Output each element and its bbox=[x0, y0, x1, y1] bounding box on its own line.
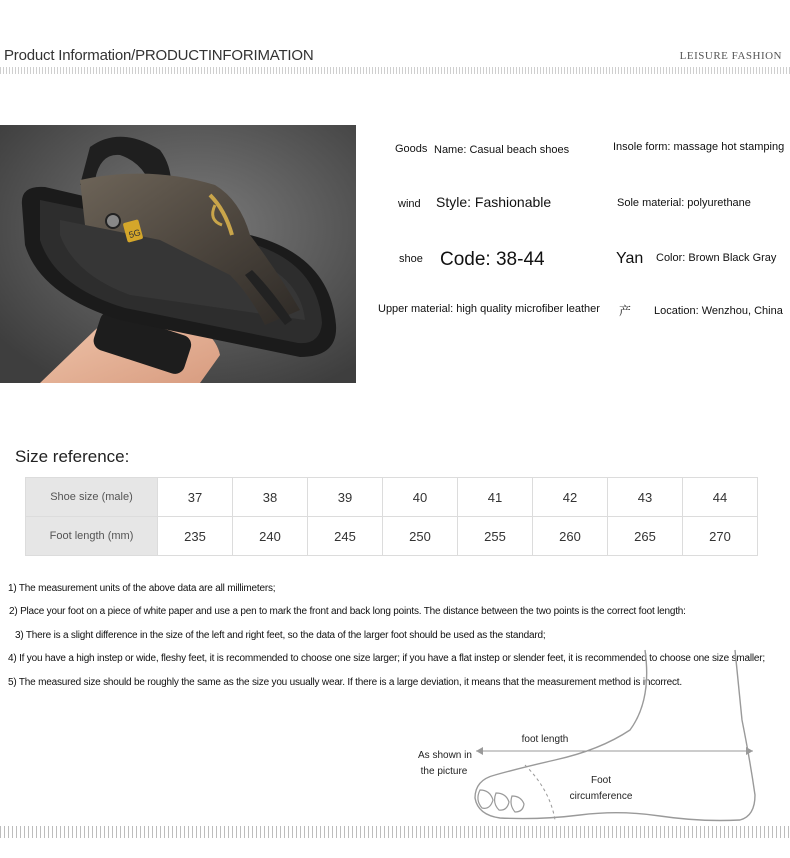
length-cell: 250 bbox=[383, 517, 458, 556]
length-cell: 235 bbox=[158, 517, 233, 556]
yan-label: Yan bbox=[616, 250, 644, 267]
product-photo bbox=[0, 125, 356, 383]
insole-form: Insole form: massage hot stamping bbox=[613, 141, 785, 153]
size-cell: 38 bbox=[233, 478, 308, 517]
foot-length-header: Foot length (mm) bbox=[26, 517, 158, 556]
diagram-foot-length-label: foot length bbox=[521, 734, 569, 745]
length-cell: 255 bbox=[458, 517, 533, 556]
length-cell: 265 bbox=[608, 517, 683, 556]
shoe-label: shoe bbox=[399, 253, 423, 265]
table-row bbox=[26, 478, 758, 517]
length-cell: 240 bbox=[233, 517, 308, 556]
page-title: Product Information/PRODUCTINFORIMATION bbox=[4, 47, 314, 64]
length-cell: 270 bbox=[683, 517, 758, 556]
header-divider bbox=[0, 67, 790, 74]
note-2: 2) Place your foot on a piece of white paper and use a pen to mark the front and back long points. The distance between the two points is the correct foot length: bbox=[9, 606, 686, 617]
size-code: Code: 38-44 bbox=[440, 249, 545, 270]
diagram-picture-label: the picture bbox=[420, 766, 468, 777]
size-cell: 41 bbox=[458, 478, 533, 517]
diagram-circumference-label: circumference bbox=[569, 791, 633, 802]
size-cell: 43 bbox=[608, 478, 683, 517]
badge-text: 5G bbox=[127, 227, 142, 241]
note-4: 4) If you have a high instep or wide, fleshy feet, it is recommended to choose one size larger; if you have a flat instep or slender feet, it is recommended to choose one size smaller; bbox=[8, 653, 765, 664]
size-cell: 42 bbox=[533, 478, 608, 517]
style-value: Style: Fashionable bbox=[436, 194, 552, 210]
size-table bbox=[25, 477, 758, 556]
sandal-illustration bbox=[0, 125, 356, 383]
goods-label: Goods bbox=[395, 143, 428, 155]
size-cell: 40 bbox=[383, 478, 458, 517]
diagram-as-shown-label: As shown in bbox=[418, 750, 472, 761]
diagram-foot-label: Foot bbox=[590, 775, 611, 786]
upper-material: Upper material: high quality microfiber leather bbox=[378, 303, 600, 315]
size-reference-title: Size reference: bbox=[15, 447, 130, 466]
color-value: Color: Brown Black Gray bbox=[656, 252, 777, 264]
size-cell: 37 bbox=[158, 478, 233, 517]
length-cell: 260 bbox=[533, 517, 608, 556]
sole-material: Sole material: polyurethane bbox=[617, 197, 751, 209]
location-value: Location: Wenzhou, China bbox=[654, 305, 783, 317]
footer-divider bbox=[0, 826, 790, 838]
length-cell: 245 bbox=[308, 517, 383, 556]
wind-label: wind bbox=[398, 198, 421, 210]
note-1: 1) The measurement units of the above data are all millimeters; bbox=[8, 583, 276, 594]
size-cell: 39 bbox=[308, 478, 383, 517]
product-name: Name: Casual beach shoes bbox=[434, 144, 570, 156]
chan-label: 产 bbox=[619, 304, 632, 318]
leisure-fashion-label: LEISURE FASHION bbox=[679, 50, 782, 62]
note-3: 3) There is a slight difference in the size of the left and right feet, so the data of the larger foot should be used as the standard; bbox=[15, 630, 546, 641]
shoe-size-header: Shoe size (male) bbox=[26, 478, 158, 517]
note-5: 5) The measured size should be roughly the same as the size you usually wear. If there is a large deviation, it means that the measurement method is incorrect. bbox=[8, 677, 682, 688]
size-cell: 44 bbox=[683, 478, 758, 517]
table-row bbox=[26, 517, 758, 556]
